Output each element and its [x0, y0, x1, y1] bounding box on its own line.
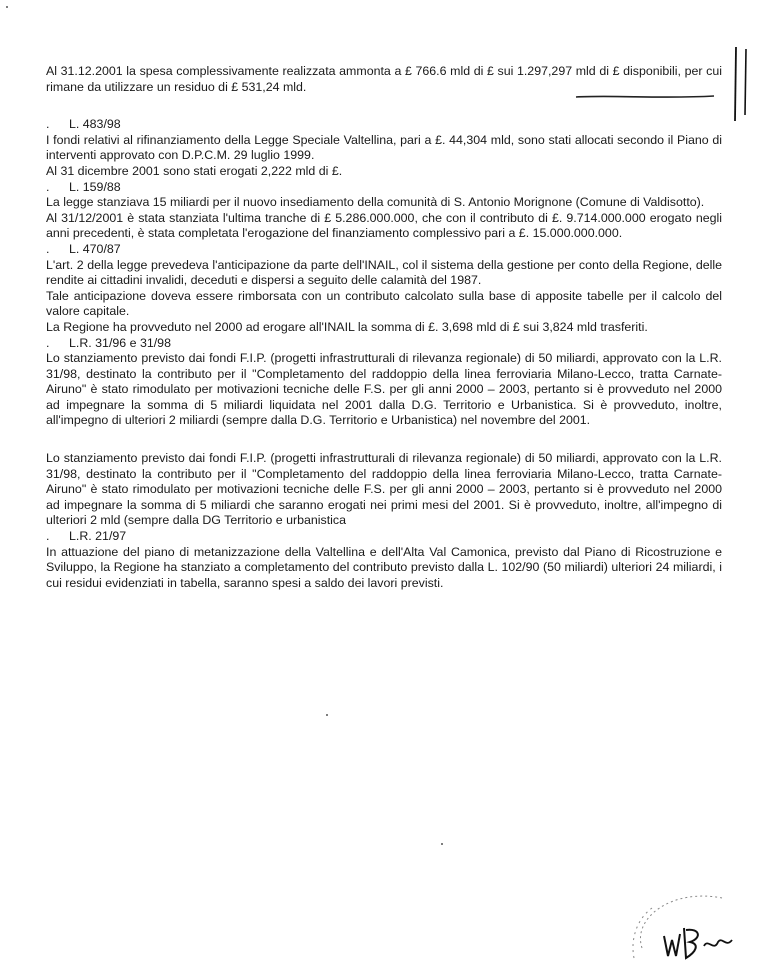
heading-l-159-88: . L. 159/88 [46, 179, 121, 194]
speck [326, 714, 328, 716]
bullet: . [46, 179, 50, 194]
margin-mark [731, 45, 751, 123]
paragraph-metanizzazione: In attuazione del piano di metanizzazione della Valtellina e dell'Alta Val Camonica, previsto dal Piano di Ricostruzione e Sviluppo, la Regione ha stanziato a completamento del contributo previsto dalla L. 102/90 (50 miliardi) ulteriori 24 miliardi, i cui residui evidenziati in tabella, saranno spesi a saldo dei lavori previsti. [46, 544, 722, 590]
heading-l-483-98: . L. 483/98 [46, 117, 121, 132]
paragraph-inail: L'art. 2 della legge prevedeva l'anticipazione da parte dell'INAIL, col il sistema della gestione per conto della Regione, delle rendite ai cittadini invalidi, deceduti e dispersi a seguito delle calamità del 1987. [46, 257, 722, 288]
paragraph-tranche: Al 31/12/2001 è stata stanziata l'ultima tranche di £ 5.286.000.000, che con il contributo di £. 9.714.000.000 erogato negli anni precedenti, è stata completata l'erogazione del finanziamento complessivo pari a £. 15.000.000.000. [46, 210, 722, 241]
document-body [46, 64, 722, 591]
heading-l-470-87: . L. 470/87 [46, 241, 121, 256]
speck [441, 843, 443, 845]
bullet: . [46, 529, 50, 544]
bullet: . [46, 241, 50, 256]
handwritten-underline [574, 94, 716, 100]
bullet: . [46, 335, 50, 350]
paragraph-anticipazione: Tale anticipazione doveva essere rimborsata con un contributo calcolato sulla base di apposite tabelle per il calcolo del valore capitale. [46, 288, 722, 319]
paragraph-valtellina: I fondi relativi al rifinanziamento della Legge Speciale Valtellina, pari a £. 44,304 mld, sono stati allocati secondo il Piano di interventi approvato con D.P.C.M. 29 luglio 1999. [46, 132, 722, 163]
paragraph-fip-1: Lo stanziamento previsto dai fondi F.I.P. (progetti infrastrutturali di rilevanza regionale) di 50 miliardi, approvato con la L.R. 31/98, destinato la contributo per il "Completamento del raddoppio della linea ferroviaria Milano-Lecco, tratta Carnate-Airuno" è stato rimodulato per motivazioni tecniche delle F.S. per gli anni 2000 – 2003, pertanto si è provveduto nel 2000 ad impegnare la somma di 5 miliardi liquidata nel 2001 dalla D.G. Territorio e Urbanistica. Si è provveduto, inoltre, all'impegno di ulteriori 2 miliardi (sempre dalla D.G. Territorio e Urbanistica) nel novembre del 2001. [46, 351, 722, 428]
heading-lr-21-97: . L.R. 21/97 [46, 529, 127, 544]
paragraph-morignone: La legge stanziava 15 miliardi per il nuovo insediamento della comunità di S. Antonio Morignone (Comune di Valdisotto). [46, 195, 705, 210]
bullet: . [46, 117, 50, 132]
heading-lr-31-96: . L.R. 31/96 e 31/98 [46, 335, 171, 350]
speck [6, 6, 8, 8]
paragraph-spesa: Al 31.12.2001 la spesa complessivamente realizzata ammonta a £ 766.6 mld di £ sui 1.297,297 mld di £ disponibili, per cui rimane da utilizzare un residuo di £ 531,24 mld. [46, 64, 722, 94]
signature-stamp [612, 878, 752, 970]
paragraph-fip-2: Lo stanziamento previsto dai fondi F.I.P. (progetti infrastrutturali di rilevanza regionale) di 50 miliardi, approvato con la L.R. 31/98, destinato la contributo per il "Completamento del raddoppio della linea ferroviaria Milano-Lecco, tratta Carnate-Airuno" è stato rimodulato per motivazioni tecniche delle F.S. per gli anni 2000 – 2003, pertanto si è provveduto nel 2000 ad impegnare la somma di 5 miliardi che saranno erogati nei primi mesi del 2001. Si è provveduto, inoltre, all'impegno di ulteriori 2 mld (sempre dalla DG Territorio e urbanistica [46, 451, 722, 528]
paragraph-regione-inail: La Regione ha provveduto nel 2000 ad erogare all'INAIL la somma di £. 3,698 mld di £ sui 3,824 mld trasferiti. [46, 319, 648, 334]
paragraph-erogati: Al 31 dicembre 2001 sono stati erogati 2,222 mld di £. [46, 163, 343, 178]
